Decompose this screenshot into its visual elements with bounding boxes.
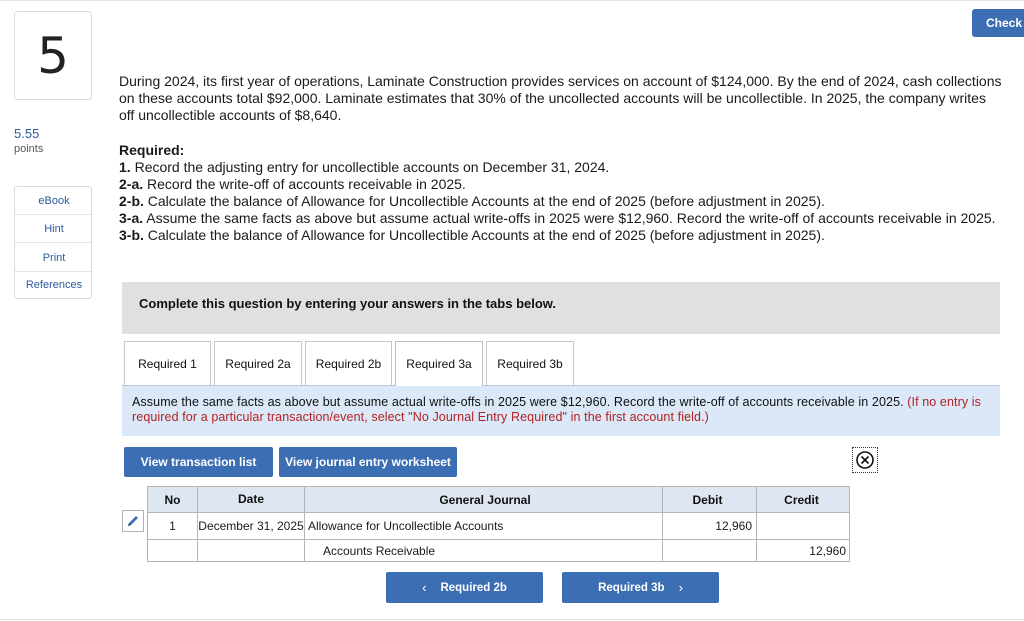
ebook-link[interactable]: eBook	[38, 195, 70, 207]
divider	[15, 242, 91, 243]
problem-text: During 2024, its first year of operations, Laminate Construction provides services on account of $124,000. By the end of 2024, cash collections on these accounts total $92,000. Laminate estimates that 30% of the uncollected accounts will be uncollectible. In 2025, the company writes off uncollectible accounts of $8,640.	[119, 73, 1002, 123]
prev-label: Required 2b	[440, 581, 507, 594]
row-credit[interactable]: 12,960	[757, 540, 850, 562]
side-panel	[14, 186, 92, 299]
points-label: points	[14, 143, 44, 155]
chevron-right-icon: ›	[678, 580, 683, 595]
print-link[interactable]: Print	[42, 252, 66, 264]
row-debit[interactable]: 12,960	[663, 513, 757, 540]
points-value: 5.55	[14, 126, 40, 141]
row-date[interactable]	[198, 540, 305, 562]
required-item: 2-b. Calculate the balance of Allowance for Uncollectible Accounts at the end of 2025 (before adjustment in 2025).	[119, 193, 825, 209]
required-item: 1. Record the adjusting entry for uncollectible accounts on December 31, 2024.	[119, 159, 610, 175]
col-debit: Debit	[663, 487, 757, 513]
top-divider	[0, 0, 1024, 1]
complete-text: Complete this question by entering your answers in the tabs below.	[139, 296, 557, 311]
row-date[interactable]: December 31, 2025	[198, 513, 305, 540]
journal-table	[147, 486, 850, 562]
required-item: 3-b. Calculate the balance of Allowance for Uncollectible Accounts at the end of 2025 (before adjustment in 2025).	[119, 227, 825, 243]
tab-required-1[interactable]: Required 1	[124, 341, 211, 385]
divider	[15, 214, 91, 215]
tab-required-3a[interactable]: Required 3a	[395, 341, 483, 386]
next-required-3b-button[interactable]	[562, 572, 719, 603]
divider	[15, 271, 91, 272]
pencil-icon[interactable]	[122, 510, 144, 532]
table-row	[148, 513, 850, 540]
references-link[interactable]: References	[25, 279, 83, 291]
required-title: Required:	[119, 142, 185, 158]
row-no	[148, 540, 198, 562]
next-label: Required 3b	[598, 581, 665, 594]
table-row	[148, 540, 850, 562]
question-number: 5	[14, 11, 92, 100]
bottom-divider	[0, 619, 1024, 620]
prev-required-2b-button[interactable]	[386, 572, 543, 603]
col-no: No	[148, 487, 198, 513]
instruction-main: Assume the same facts as above but assume actual write-offs in 2025 were $12,960. Record the write-off of accounts receivable in 2025.	[132, 395, 904, 409]
hint-link[interactable]: Hint	[44, 223, 64, 235]
close-icon[interactable]	[852, 447, 878, 473]
required-list	[119, 142, 1009, 244]
view-transaction-list-button[interactable]: View transaction list	[124, 447, 273, 477]
table-header-row	[148, 487, 850, 513]
col-date: Date	[198, 487, 305, 513]
required-item: 2-a. Record the write-off of accounts receivable in 2025.	[119, 176, 466, 192]
row-debit[interactable]	[663, 540, 757, 562]
check-button[interactable]: Check	[972, 9, 1024, 37]
tab-required-2b[interactable]: Required 2b	[305, 341, 392, 385]
instruction-note: (If no entry is required for a particular transaction/event, select "No Journal Entry Required" in the first account field.)	[132, 395, 982, 424]
row-account[interactable]: Allowance for Uncollectible Accounts	[305, 513, 663, 540]
row-account[interactable]: Accounts Receivable	[305, 540, 663, 562]
row-no: 1	[148, 513, 198, 540]
row-credit[interactable]	[757, 513, 850, 540]
chevron-left-icon: ‹	[422, 580, 427, 595]
tab-instruction	[122, 386, 1000, 436]
instructions-header	[122, 282, 1000, 334]
tab-required-2a[interactable]: Required 2a	[214, 341, 302, 385]
col-general-journal: General Journal	[305, 487, 663, 513]
required-item: 3-a. Assume the same facts as above but assume actual write-offs in 2025 were $12,960. Record the write-off of accounts receivable in 2025.	[119, 210, 996, 226]
tab-required-3b[interactable]: Required 3b	[486, 341, 574, 385]
view-journal-worksheet-button[interactable]: View journal entry worksheet	[279, 447, 457, 477]
col-credit: Credit	[757, 487, 850, 513]
